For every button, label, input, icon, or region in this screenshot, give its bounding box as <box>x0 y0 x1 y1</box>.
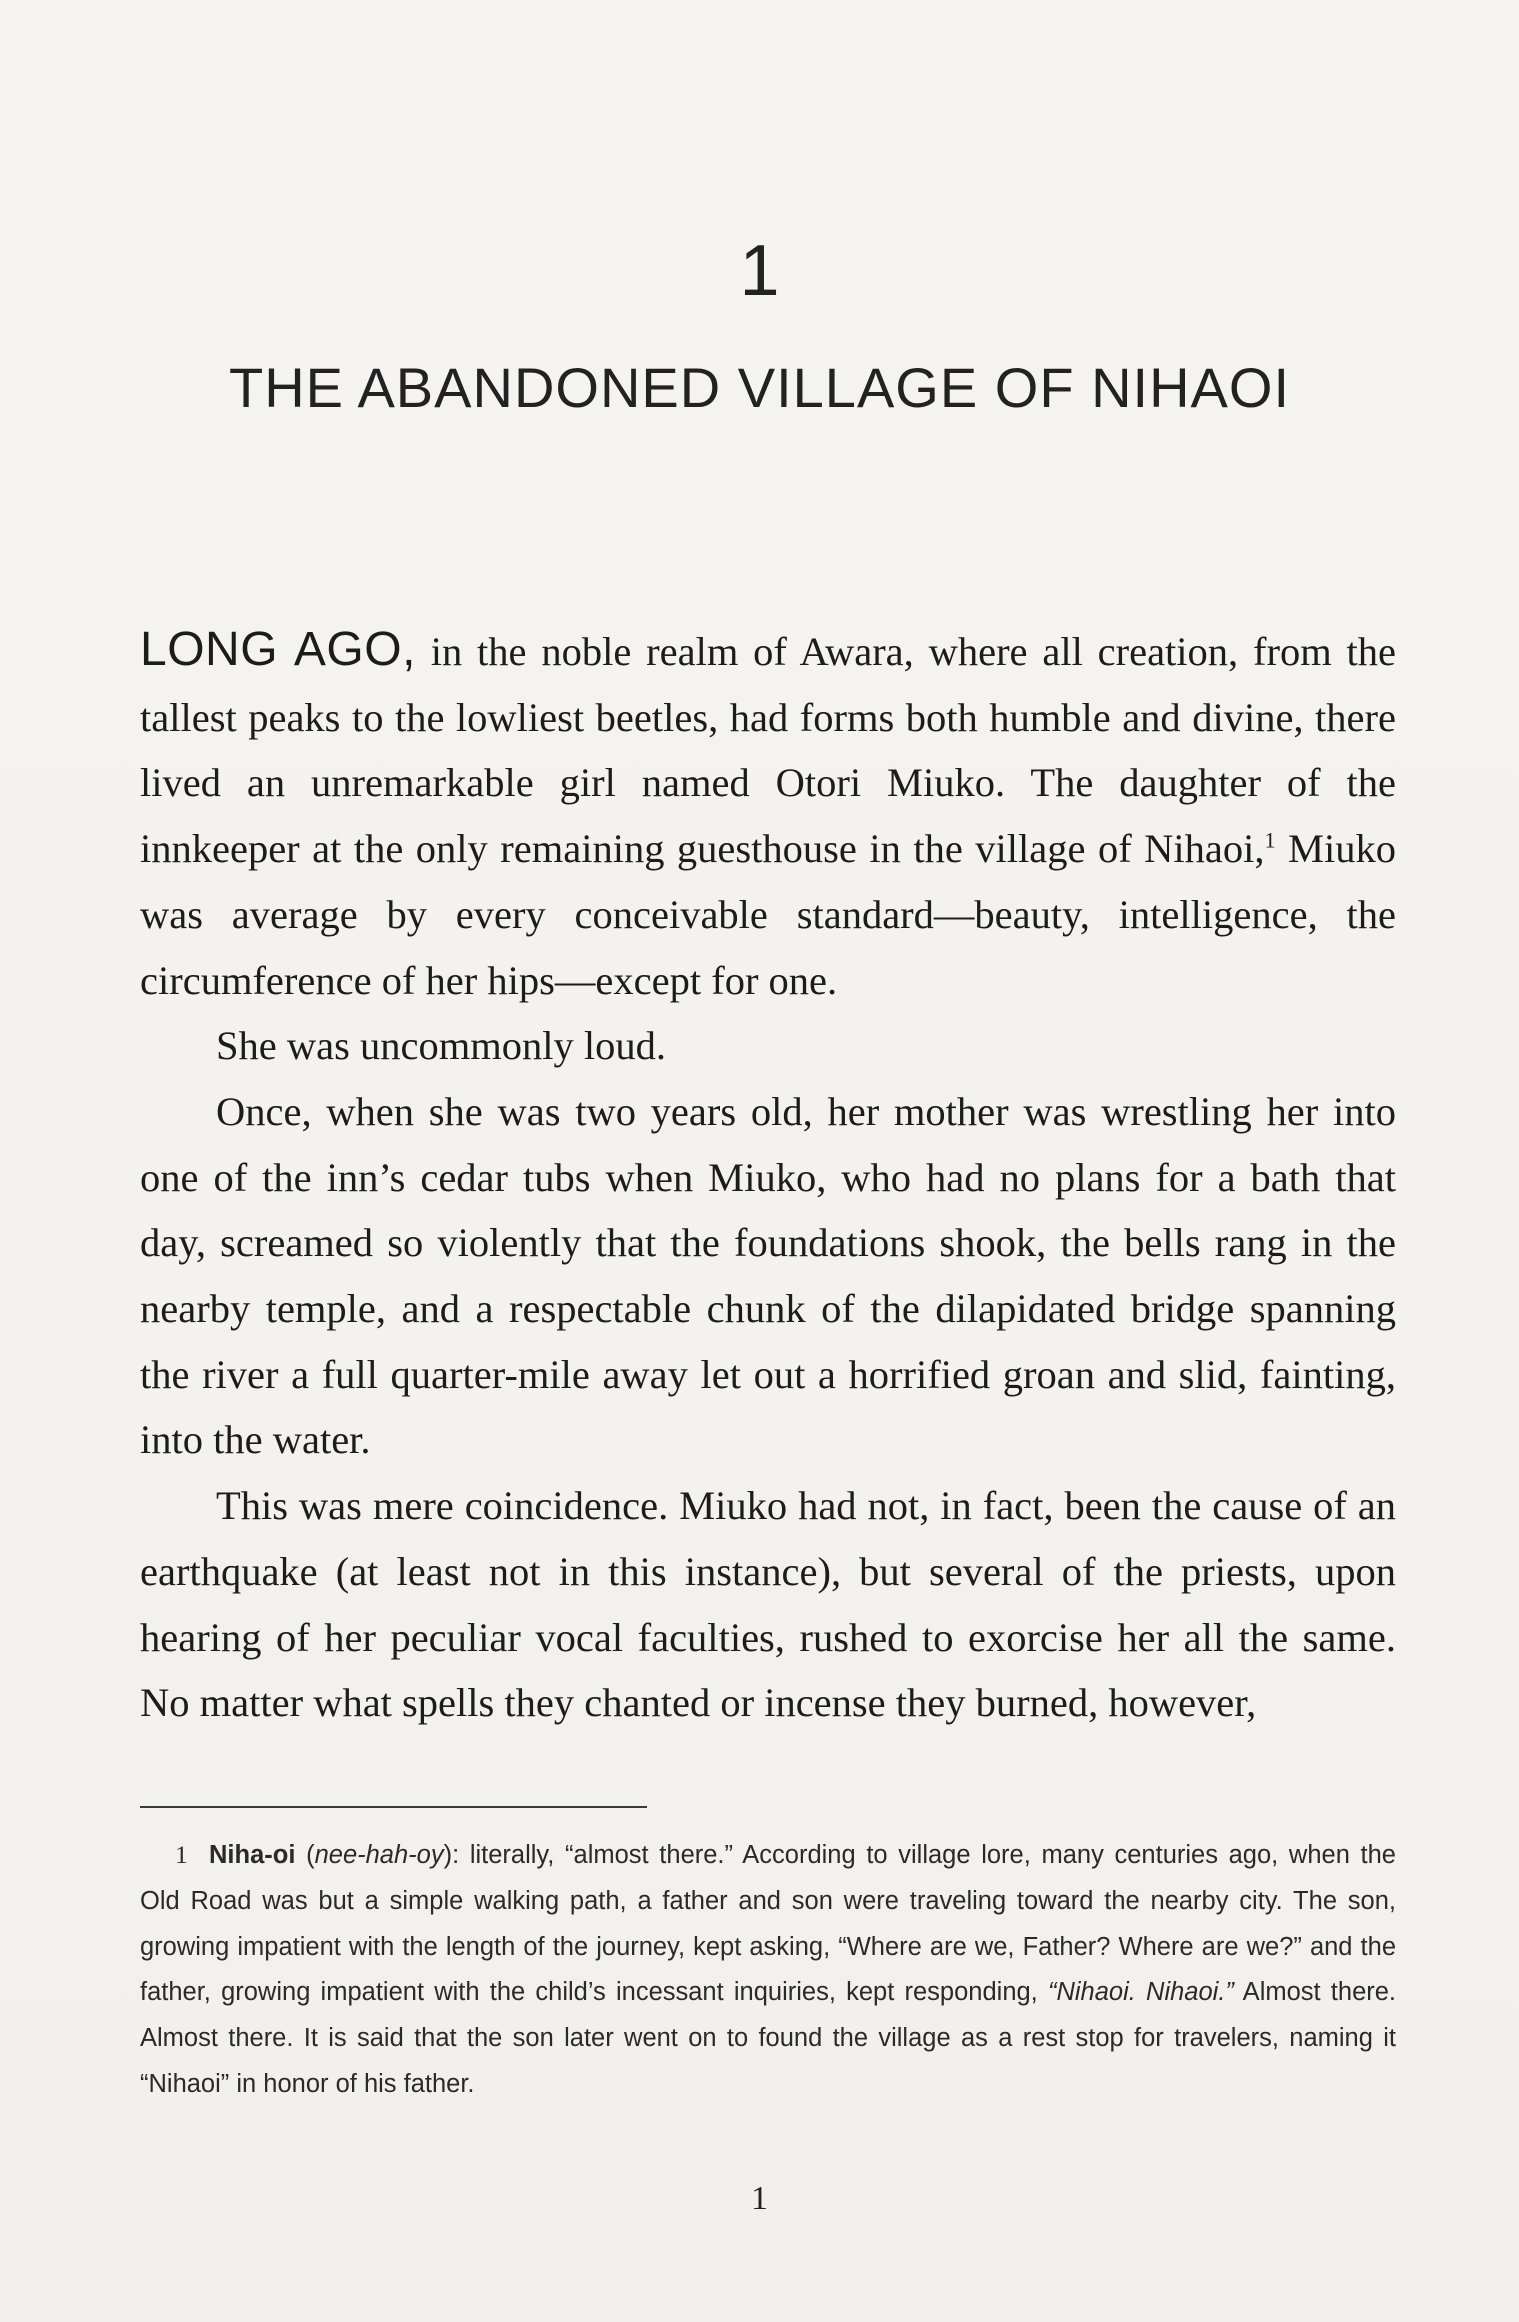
lead-in: LONG AGO, <box>140 623 416 676</box>
footnote-reference: 1 <box>1264 827 1276 853</box>
footnote-text-b: Almost there. Almost there. It is said that the son later went on to found the village as a rest stop for travelers, naming it “Nihaoi” in honor of his father. <box>140 1978 1397 2098</box>
footnote-text-a: literally, “almost there.” According to village lore, many centuries ago, when the Old Road was but a simple walking path, a father and son were traveling toward the nearby city. The son, growing impatient with the length of the journey, kept asking, “Where are we, Father? Where are we?” and the father, growing impatient with the child’s incessant inquiries, kept responding, <box>140 1841 1396 2007</box>
paragraph-1-text-b: Miuko was average by every conceivable standard—beauty, intelligence, the circumference of her hips—except for one. <box>140 826 1396 1003</box>
chapter-title: THE ABANDONED VILLAGE OF NIHAOI <box>228 356 1290 419</box>
footnote-quote: “Nihaoi. Nihaoi.” <box>1047 1978 1234 2007</box>
paragraph-1 <box>140 617 1396 1013</box>
chapter-number: 1 <box>739 231 780 311</box>
paragraph-2: She was uncommonly loud. <box>216 1023 666 1069</box>
paragraph-4: This was mere coincidence. Miuko had not, in fact, been the cause of an earthquake (at least not in this instance), but several of the priests, upon hearing of her peculiar vocal faculties, rushed to exorcise her all the same. No matter what spells they chanted or incense they burned, however, <box>140 1483 1396 1726</box>
footnotes <box>140 1832 1396 2108</box>
page-number: 1 <box>751 2180 768 2217</box>
footnote-1: 1 Niha-oi (nee-hah-oy): literally, “almost there.” According to village lore, many centuries ago, when the Old Road was but a simple walking path, a father and son were traveling toward the nearby city. The son, growing impatient with the length of the journey, kept asking, “Where are we, Father? Where are we?” and the father, growing impatient with the child’s incessant inquiries, kept responding, “Nihaoi. Nihaoi.” Almost there. Almost there. It is said that the son later went on to found the village as a rest stop for travelers, naming it “Nihaoi” in honor of his father. <box>140 1832 1396 2108</box>
footnote-term: Niha-oi <box>209 1841 296 1869</box>
footnote-divider <box>140 1806 647 1808</box>
footnote-pronunciation: nee-hah-oy <box>314 1841 444 1869</box>
chapter-body <box>140 617 1396 1736</box>
paragraph-3: Once, when she was two years old, her mother was wrestling her into one of the inn’s cedar tubs when Miuko, who had no plans for a bath that day, screamed so violently that the foundations shook, the bells rang in the nearby temple, and a respectable chunk of the dilapidated bridge spanning the river a full quarter-mile away let out a horrified groan and slid, fainting, into the water. <box>140 1088 1396 1463</box>
paragraph-1-text-a: in the noble realm of Awara, where all creation, from the tallest peaks to the lowliest beetles, had forms both humble and divine, there lived an unremarkable girl named Otori Miuko. The daughter of the innkeeper at the only remaining guesthouse in the village of Nihaoi, <box>140 629 1396 872</box>
footnote-number: 1 <box>175 1840 188 1869</box>
